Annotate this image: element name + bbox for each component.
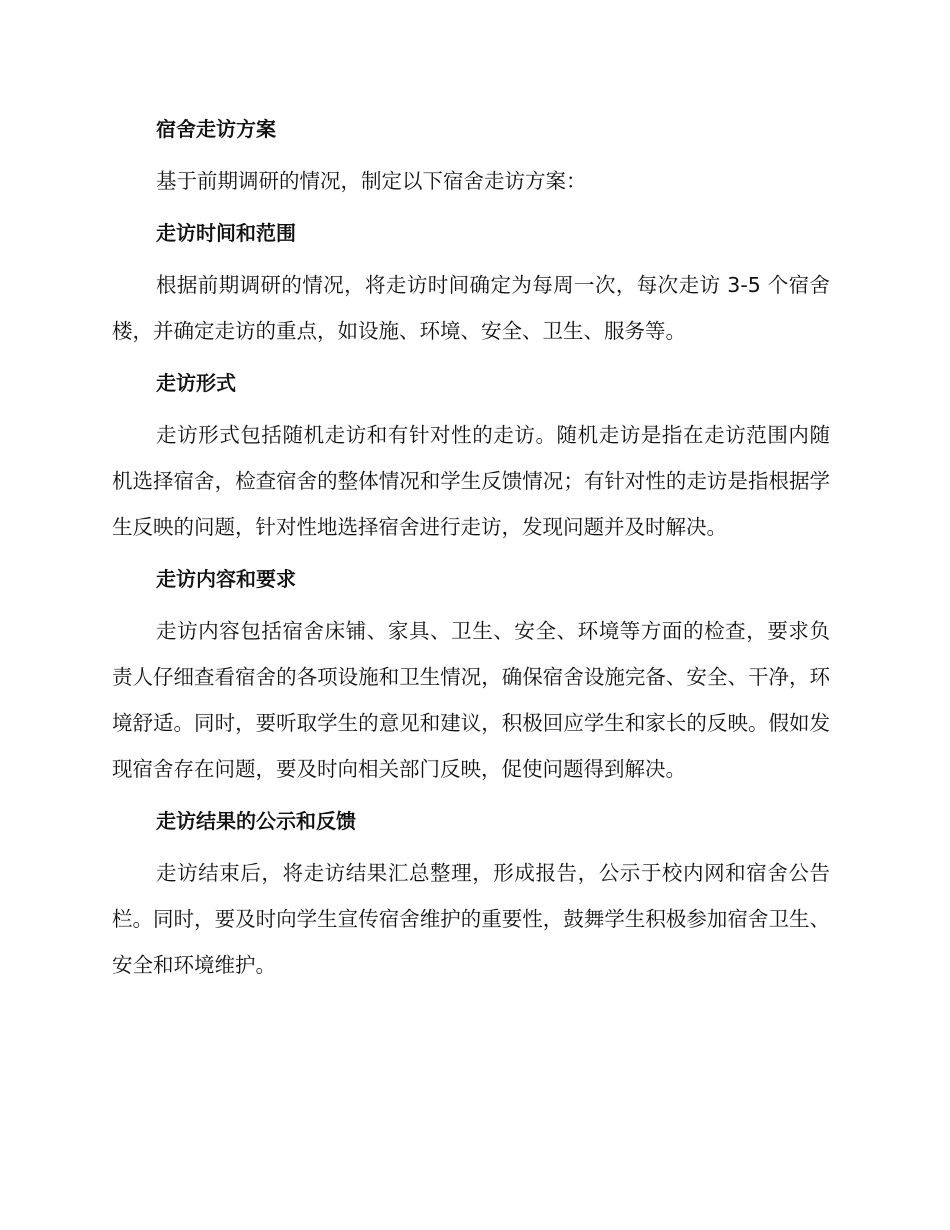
section-heading-format: 走访形式 xyxy=(156,371,236,395)
section-body-schedule: 根据前期调研的情况，将走访时间确定为每周一次，每次走访 3-5 个宿舍楼，并确定走访的重点，如设施、环境、安全、卫生、服务等。 xyxy=(112,273,830,343)
section-body-format: 走访形式包括随机走访和有针对性的走访。随机走访是指在走访范围内随机选择宿舍，检查宿舍的整体情况和学生反馈情况；有针对性的走访是指根据学生反映的问题，针对性地选择宿舍进行走访，发现问题并及时解决。 xyxy=(112,423,830,539)
section-body-results: 走访结束后，将走访结果汇总整理，形成报告，公示于校内网和宿舍公告栏。同时，要及时向学生宣传宿舍维护的重要性，鼓舞学生积极参加宿舍卫生、安全和环境维护。 xyxy=(112,861,830,977)
document-intro: 基于前期调研的情况，制定以下宿舍走访方案： xyxy=(156,169,587,193)
document-title: 宿舍走访方案 xyxy=(156,117,276,141)
section-heading-results: 走访结果的公示和反馈 xyxy=(156,809,356,833)
document-page xyxy=(112,112,830,1000)
section-heading-content: 走访内容和要求 xyxy=(156,567,296,591)
section-heading-schedule: 走访时间和范围 xyxy=(156,221,296,245)
section-body-content: 走访内容包括宿舍床铺、家具、卫生、安全、环境等方面的检查，要求负责人仔细查看宿舍的各项设施和卫生情况，确保宿舍设施完备、安全、干净，环境舒适。同时，要听取学生的意见和建议，积极回应学生和家长的反映。假如发现宿舍存在问题，要及时向相关部门反映，促使问题得到解决。 xyxy=(112,619,830,781)
